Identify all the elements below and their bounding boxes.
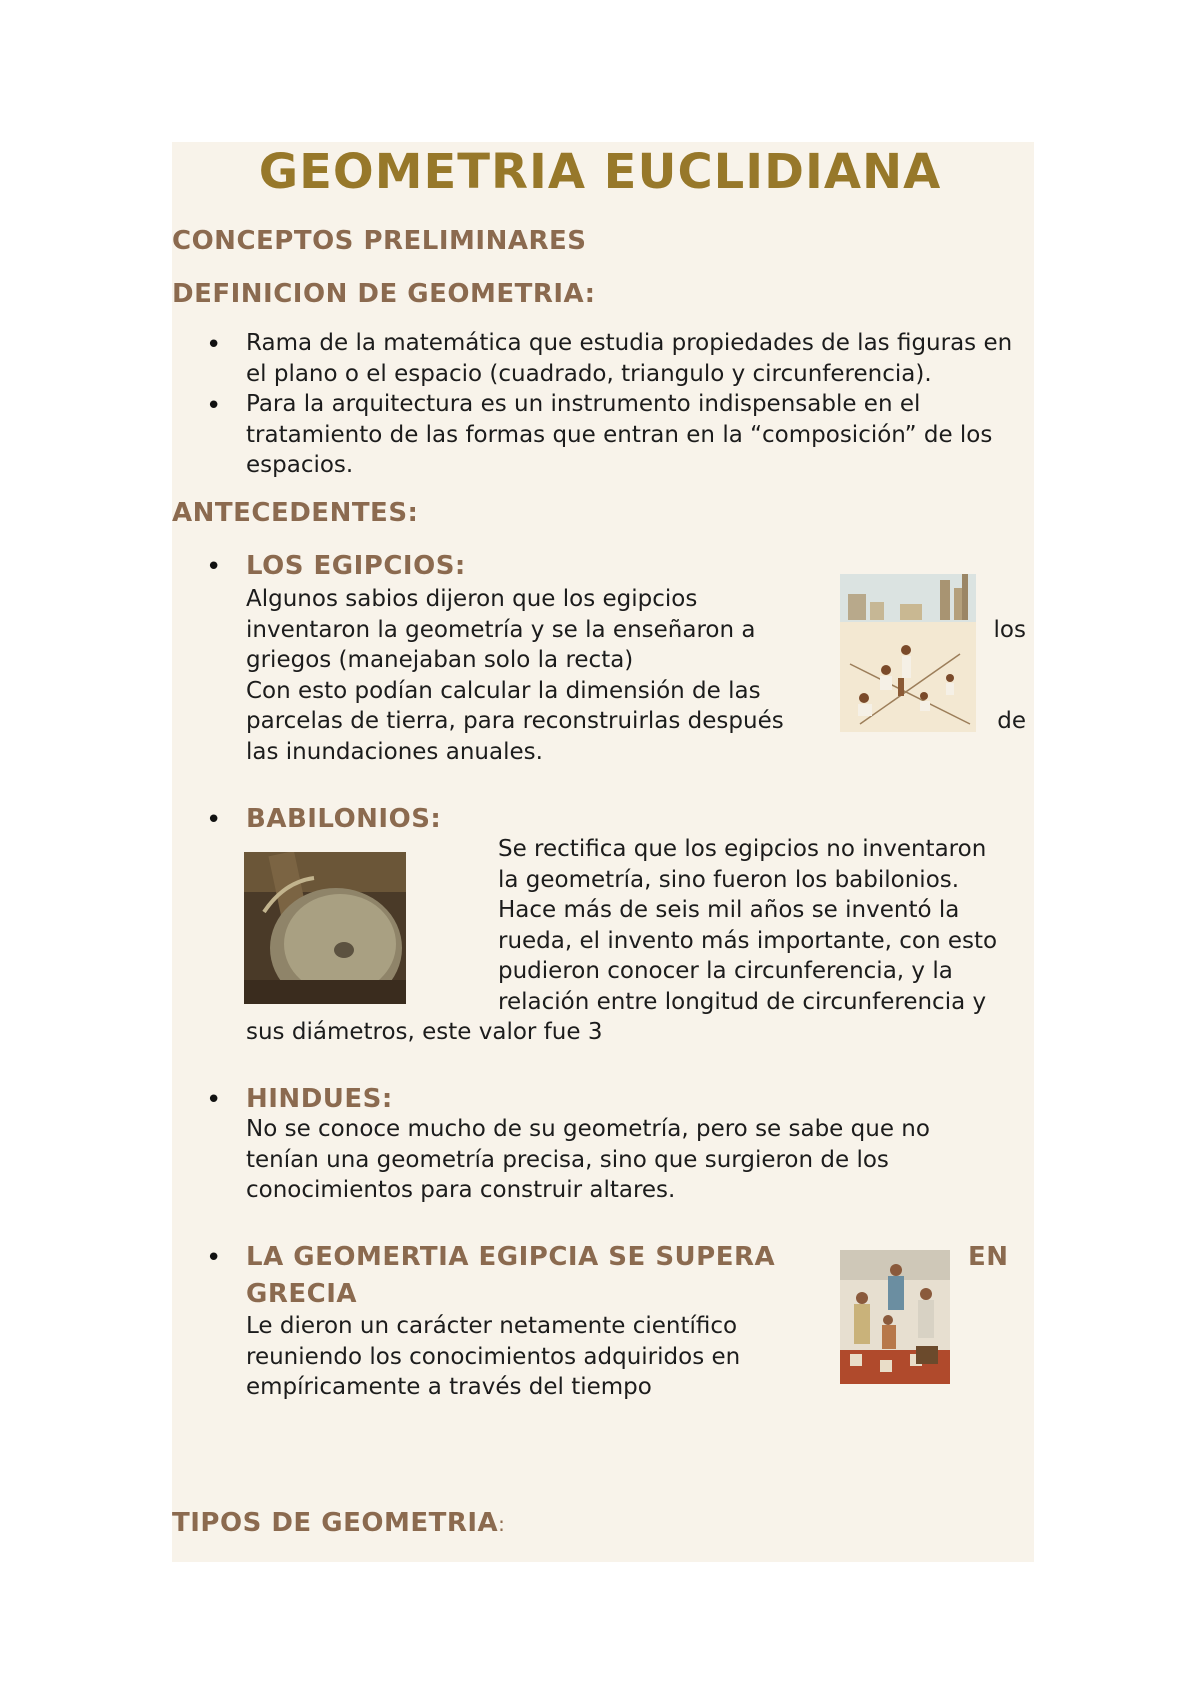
text-line: empíricamente a través del tiempo xyxy=(246,1374,652,1400)
text-line: Con esto podían calcular la dimensión de las xyxy=(246,677,761,704)
text-line: la geometría, sino fueron los babilonios. xyxy=(498,866,960,893)
babilonios-heading: BABILONIOS: xyxy=(246,804,442,834)
grecia-heading-line2: GRECIA xyxy=(246,1279,357,1309)
bullet-marker: • xyxy=(206,1243,222,1273)
text-line: griegos (manejaban solo la recta) xyxy=(246,647,634,673)
babilonios-text xyxy=(498,834,1038,1017)
bullet-marker: • xyxy=(206,330,222,360)
bullet-marker: • xyxy=(206,391,222,421)
text-line: Se rectifica que los egipcios no inventaron xyxy=(498,836,987,862)
hindues-text: No se conoce mucho de su geometría, pero se sabe que no tenían una geometría precisa, sino que surgieron de los conocimientos para construir altares. xyxy=(246,1116,930,1203)
text-span: los xyxy=(993,616,1026,643)
text-line: las inundaciones anuales. xyxy=(246,738,543,765)
tipos-heading-text: TIPOS DE GEOMETRIA xyxy=(172,1508,499,1538)
text-line: relación entre longitud de circunferencia y xyxy=(498,988,987,1015)
text-line: pudieron conocer la circunferencia, y la xyxy=(498,958,953,984)
grecia-heading-end: EN xyxy=(968,1242,1009,1272)
page-title: GEOMETRIA EUCLIDIANA xyxy=(258,144,942,200)
hindues-heading: HINDUES: xyxy=(246,1084,393,1114)
text-span: de xyxy=(997,708,1026,734)
text-span: inventaron la geometría y se la enseñaron a xyxy=(246,616,756,643)
section-heading-definicion: DEFINICION DE GEOMETRIA: xyxy=(172,279,596,309)
section-heading-antecedentes: ANTECEDENTES: xyxy=(172,498,419,528)
bullet-marker: • xyxy=(206,552,222,582)
section-heading-tipos xyxy=(172,1506,505,1541)
bullet-marker: • xyxy=(206,1085,222,1115)
text-line: Le dieron un carácter netamente científico xyxy=(246,1313,738,1339)
egipcios-heading: LOS EGIPCIOS: xyxy=(246,551,466,581)
definicion-bullet-1: Rama de la matemática que estudia propiedades de las figuras en el plano o el espacio (cuadrado, triangulo y circunferencia). xyxy=(246,330,1013,387)
babilonios-text-last: sus diámetros, este valor fue 3 xyxy=(246,1019,603,1045)
grecia-text xyxy=(246,1311,806,1403)
definicion-bullet-2: Para la arquitectura es un instrumento indispensable en el tratamiento de las formas que entran en la “composición” de los espacios. xyxy=(246,391,993,478)
tipos-heading-colon: : xyxy=(498,1512,506,1536)
greek-scholars-image xyxy=(840,1250,950,1384)
text-line: rueda, el invento más importante, con esto xyxy=(498,927,998,954)
text-line: reuniendo los conocimientos adquiridos en xyxy=(246,1343,741,1370)
millstone-wheel-image xyxy=(244,852,406,1004)
egyptians-surveying-image xyxy=(840,574,976,732)
grecia-heading: LA GEOMERTIA EGIPCIA SE SUPERA xyxy=(246,1242,776,1272)
text-line: Hace más de seis mil años se inventó la xyxy=(498,897,960,923)
text-line: Algunos sabios dijeron que los egipcios xyxy=(246,586,698,612)
text-span: parcelas de tierra, para reconstruirlas después xyxy=(246,708,784,734)
section-heading-conceptos: CONCEPTOS PRELIMINARES xyxy=(172,226,587,256)
bullet-marker: • xyxy=(206,805,222,835)
